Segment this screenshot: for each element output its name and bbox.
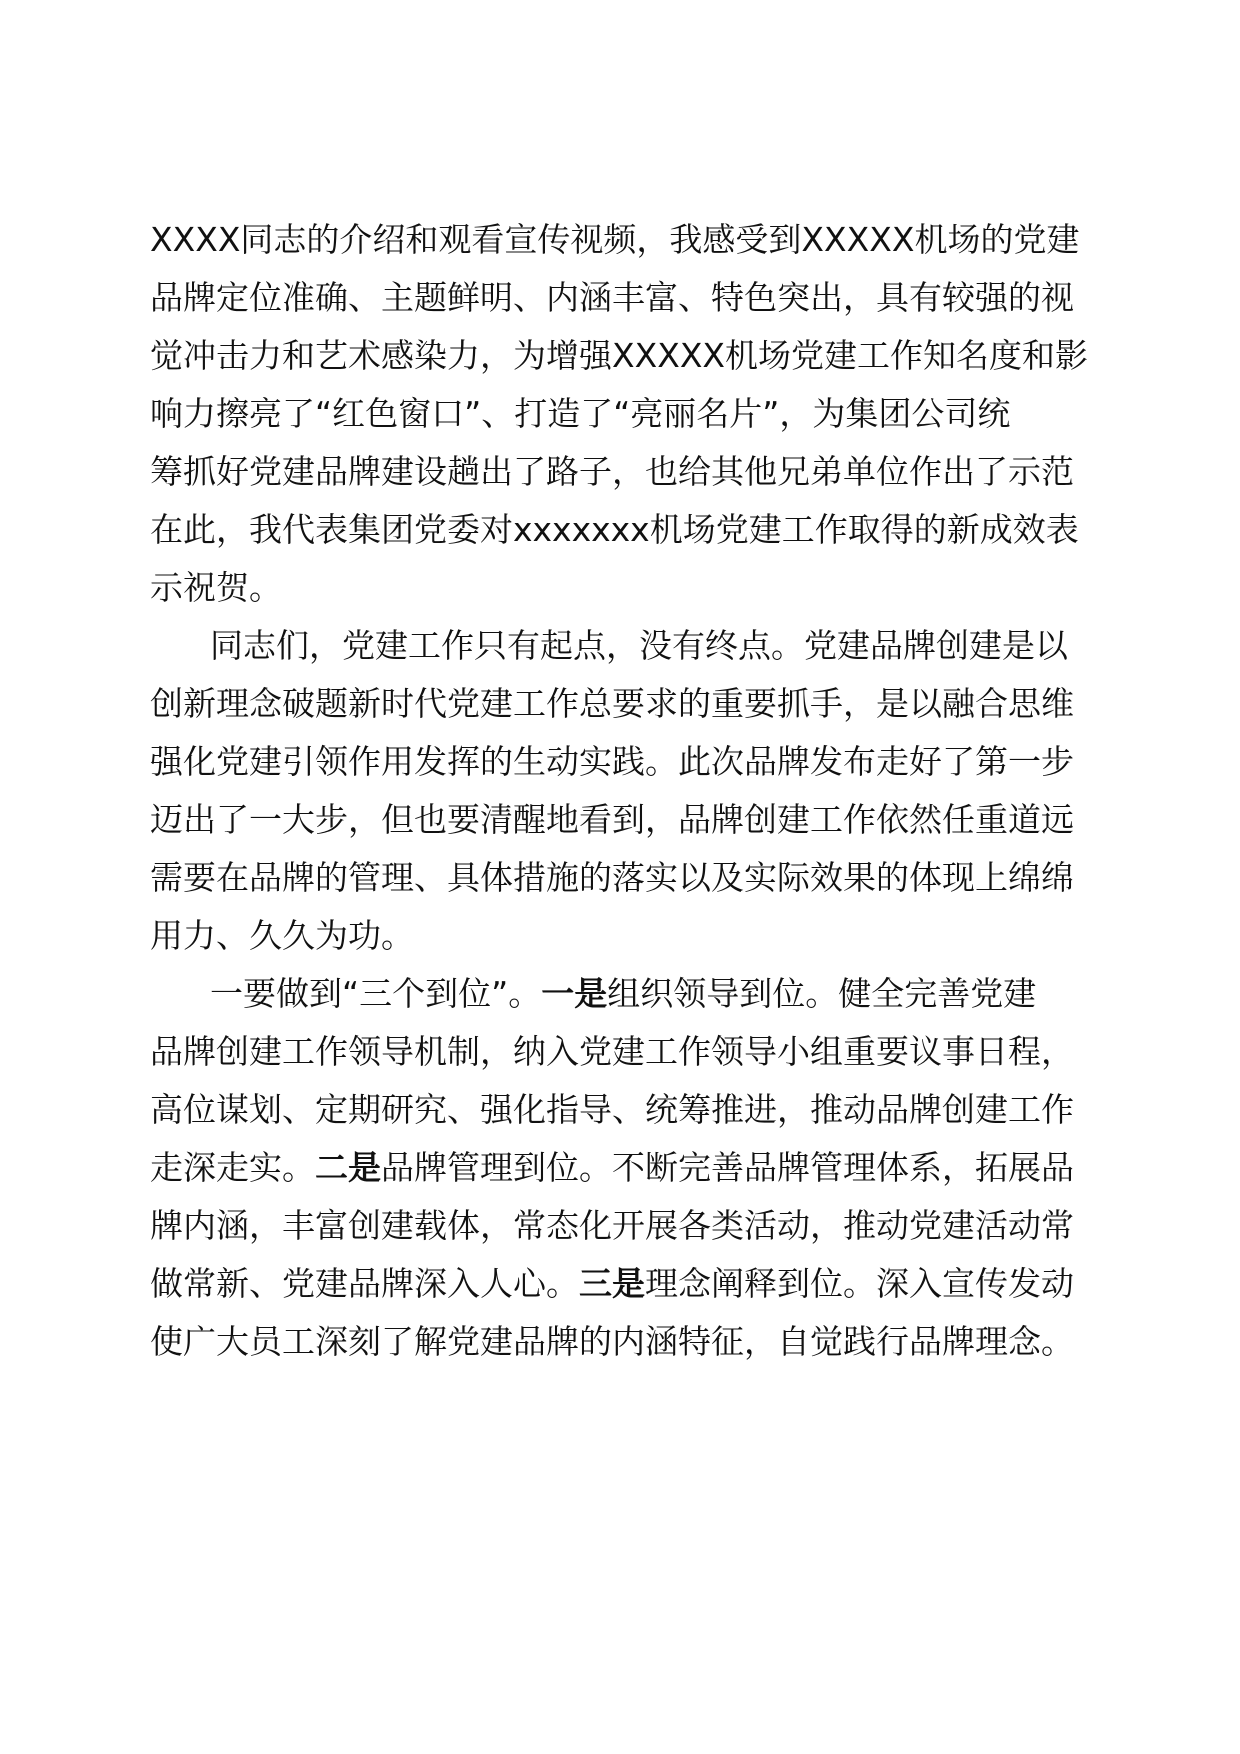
- text-line-14-emphasis: 一是: [541, 974, 608, 1013]
- text-line-12: 需要在品牌的管理、具体措施的落实以及实际效果的体现上绵绵: [150, 858, 1074, 897]
- text-line-17-pre: 走深走实。: [150, 1148, 315, 1187]
- text-line-10: 强化党建引领作用发挥的生动实践。此次品牌发布走好了第一步: [150, 742, 1074, 781]
- text-line-3: 觉冲击力和艺术感染力，为增强XXXXX机场党建工作知名度和影: [150, 336, 1089, 375]
- text-line-16: 高位谋划、定期研究、强化指导、统筹推进，推动品牌创建工作: [150, 1090, 1074, 1129]
- text-line-18: 牌内涵，丰富创建载体，常态化开展各类活动，推动党建活动常: [150, 1206, 1074, 1245]
- text-line-19-emphasis: 三是: [579, 1264, 645, 1303]
- text-line-14-pre: 一要做到“三个到位”。: [210, 974, 542, 1013]
- text-line-11: 迈出了一大步，但也要清醒地看到，品牌创建工作依然任重道远: [150, 800, 1074, 839]
- text-line-19: [150, 1262, 1074, 1306]
- text-line-20: 使广大员工深刻了解党建品牌的内涵特征，自觉践行品牌理念。: [150, 1322, 1074, 1361]
- text-line-17-post: 品牌管理到位。不断完善品牌管理体系，拓展品: [381, 1148, 1074, 1187]
- text-line-19-pre: 做常新、党建品牌深入人心。: [150, 1264, 579, 1303]
- text-line-7: 示祝贺。: [150, 568, 282, 607]
- text-line-9: 创新理念破题新时代党建工作总要求的重要抓手，是以融合思维: [150, 684, 1074, 723]
- text-line-14: [210, 972, 1036, 1016]
- text-line-15: 品牌创建工作领导机制，纳入党建工作领导小组重要议事日程，: [150, 1032, 1074, 1071]
- text-line-5: 筹抓好党建品牌建设趟出了路子，也给其他兄弟单位作出了示范: [150, 452, 1074, 491]
- text-line-2: 品牌定位准确、主题鲜明、内涵丰富、特色突出，具有较强的视: [150, 278, 1074, 317]
- text-line-4: 响力擦亮了“红色窗口”、打造了“亮丽名片”，为集团公司统: [150, 394, 1011, 433]
- text-line-17-emphasis: 二是: [315, 1148, 381, 1187]
- text-line-19-post: 理念阐释到位。深入宣传发动: [645, 1264, 1074, 1303]
- text-line-17: [150, 1146, 1074, 1190]
- text-line-14-post: 组织领导到位。健全完善党建: [607, 974, 1037, 1013]
- text-line-13: 用力、久久为功。: [150, 916, 414, 955]
- text-line-1: XXXX同志的介绍和观看宣传视频，我感受到XXXXX机场的党建: [150, 220, 1080, 259]
- text-line-8: 同志们，党建工作只有起点，没有终点。党建品牌创建是以: [210, 626, 1068, 665]
- text-line-6: 在此，我代表集团党委对xxxxxxx机场党建工作取得的新成效表: [150, 510, 1079, 549]
